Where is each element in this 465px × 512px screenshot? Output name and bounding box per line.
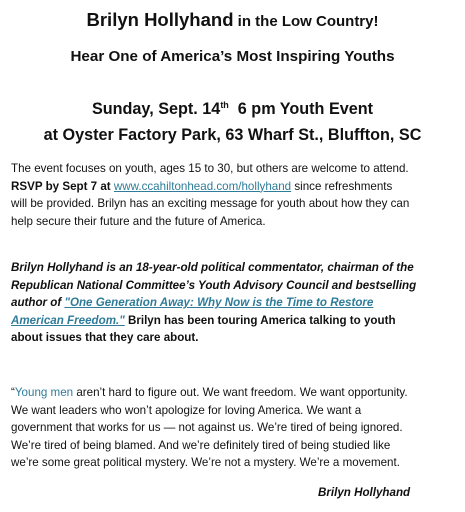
quote-line: we’re some great political mystery. We’re not a mystery. We’re a movement. [11, 456, 400, 470]
description-line: will be provided. Brilyn has an exciting message for youth about how they can [11, 197, 410, 211]
quote-paragraph [11, 384, 463, 472]
event-date [0, 98, 465, 120]
bio-paragraph [11, 259, 463, 347]
title-name: Brilyn Hollyhand [86, 9, 234, 30]
quote-signature: Brilyn Hollyhand [318, 486, 411, 499]
page-subtitle: Hear One of America’s Most Inspiring Youths [70, 48, 395, 65]
description-line: help secure their future and the future of America. [11, 214, 266, 228]
page-title [0, 8, 465, 34]
quote-rest: aren’t hard to figure out. We want freedom. We want opportunity. [73, 386, 408, 399]
title-rest: in the Low Country! [233, 13, 379, 30]
quote-line: We’re tired of being blamed. And we’re definitely tired of being studied like [11, 438, 391, 452]
book-title-link[interactable]: "One Generation Away: Why Now is the Time to Restore [64, 296, 374, 310]
event-description [11, 160, 463, 230]
rsvp-label: RSVP by Sept 7 at [11, 179, 114, 193]
event-date-day: Sunday, Sept. 14 [91, 100, 221, 118]
bio-line [11, 294, 463, 312]
event-location: at Oyster Factory Park, 63 Wharf St., Bluffton, SC [43, 126, 422, 144]
quote-line: We want leaders who won’t apologize for loving America. We want a [11, 403, 362, 417]
event-time: 6 pm Youth Event [228, 100, 374, 118]
bio-line [11, 312, 463, 330]
event-date-suffix: th [220, 100, 229, 110]
bio-line: Republican National Committee’s Youth Advisory Council and bestselling [11, 278, 417, 292]
description-line: The event focuses on youth, ages 15 to 30, but others are welcome to attend. [11, 162, 409, 175]
bio-touring: Brilyn has been touring America talking to youth [124, 313, 396, 327]
book-title-link-cont[interactable]: American Freedom." [11, 313, 125, 327]
rsvp-line [11, 178, 463, 196]
bio-line: Brilyn Hollyhand is an 18-year-old political commentator, chairman of the [11, 261, 414, 274]
quote-line: government that works for us — not against us. We’re tired of being ignored. [11, 421, 403, 435]
rsvp-after: since refreshments [291, 179, 393, 193]
quote-line [11, 384, 463, 402]
bio-line: about issues that they care about. [11, 331, 199, 345]
quote-open: “ [11, 386, 15, 399]
young-men-link[interactable]: Young men [14, 386, 74, 399]
rsvp-link[interactable]: www.ccahiltonhead.com/hollyhand [113, 179, 292, 193]
bio-author-of: author of [11, 296, 65, 310]
